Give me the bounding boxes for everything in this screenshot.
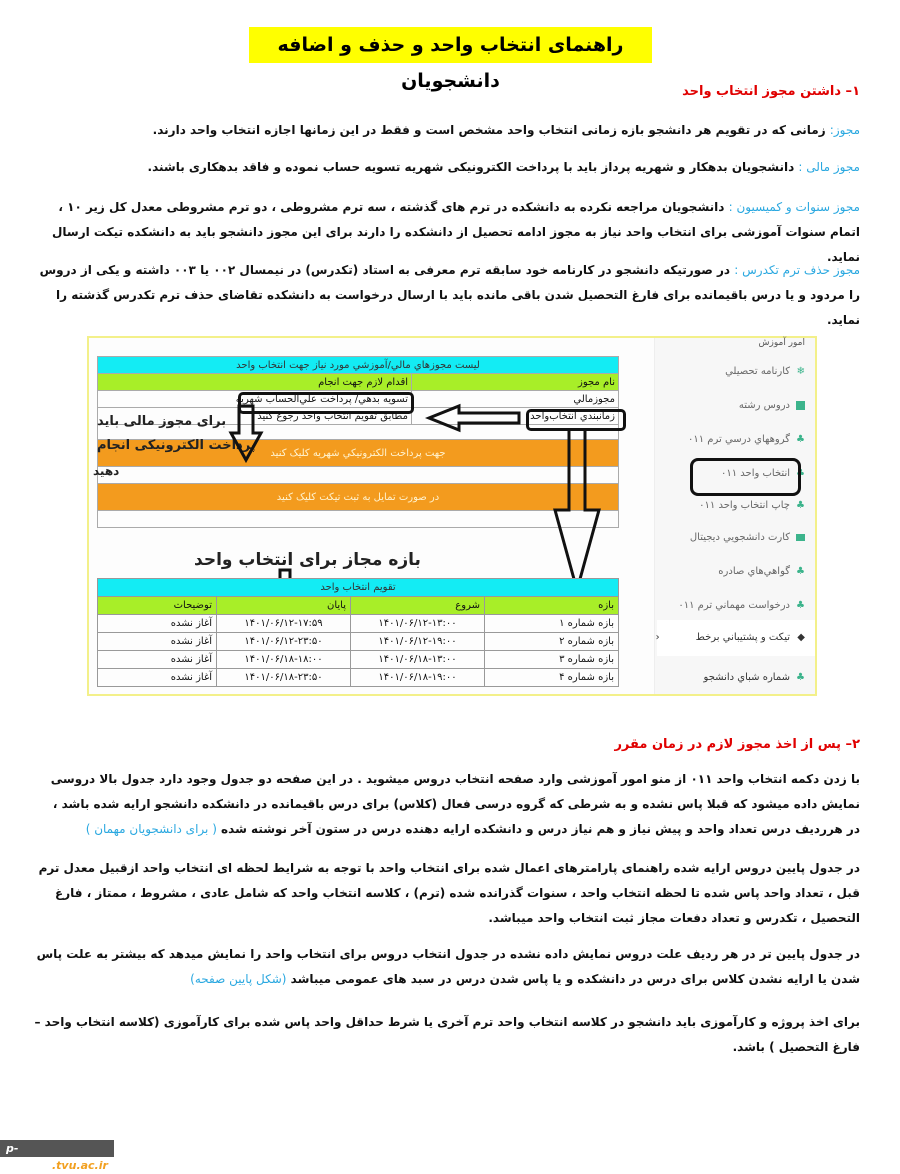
sidebar-item-label: انتخاب واحد ۰۱۱ bbox=[720, 468, 790, 479]
sidebar-item-label: چاپ انتخاب واحد ۰۱۱ bbox=[699, 500, 790, 511]
annotation-finance-line1: برای مجوز مالی باید bbox=[97, 414, 227, 429]
watermark-domain: p-shirvan bbox=[6, 1142, 52, 1172]
period-status: آغاز نشده bbox=[98, 651, 217, 669]
period-name: بازه شماره ۴ bbox=[485, 669, 619, 687]
permit-time-text: زمانی که در تقویم هر دانشجو بازه زمانی انتخاب واحد مشخص است و فقط در این زمانها اجازه انتخاب واحد دارند. bbox=[152, 123, 830, 137]
section2-paragraph-4 bbox=[34, 1010, 860, 1060]
snowflake-icon: ❄ bbox=[796, 366, 805, 377]
table-row bbox=[98, 615, 619, 633]
card-icon bbox=[796, 534, 805, 541]
period-end: ۱۴۰۱/۰۶/۱۲-۲۳:۵۰ bbox=[217, 633, 351, 651]
permit-time-paragraph bbox=[40, 118, 860, 143]
figure-reference: (شکل پایین صفحه) bbox=[190, 972, 287, 986]
calendar-table bbox=[97, 578, 619, 687]
sidebar-item-label: گواهي‌هاي صادره bbox=[718, 566, 790, 577]
arrow-left-icon bbox=[429, 406, 519, 430]
tree-icon: ♣ bbox=[796, 468, 805, 479]
period-status: آغاز نشده bbox=[98, 615, 217, 633]
highlight-box bbox=[690, 458, 801, 496]
permit-finance-text: دانشجویان بدهکار و شهریه پرداز باید با پرداخت الکترونیکی شهریه تسویه حساب نموده و فاقد بدهکاری باشند. bbox=[147, 160, 799, 174]
period-start: ۱۴۰۱/۰۶/۱۸-۱۳:۰۰ bbox=[351, 651, 485, 669]
col-header-action: اقدام لازم جهت انجام bbox=[98, 374, 412, 391]
sidebar-item-groups[interactable] bbox=[688, 434, 805, 445]
tree-icon: ♣ bbox=[796, 566, 805, 577]
col-header-permit: نام مجوز bbox=[412, 374, 619, 391]
period-end: ۱۴۰۱/۰۶/۱۸-۲۳:۵۰ bbox=[217, 669, 351, 687]
sidebar-item-guest[interactable] bbox=[678, 600, 805, 611]
col-header-start: شروع bbox=[351, 597, 485, 615]
col-header-period: بازه bbox=[485, 597, 619, 615]
sidebar-item-label: تيکت و پشتيباني برخط bbox=[695, 632, 790, 643]
period-name: بازه شماره ۳ bbox=[485, 651, 619, 669]
period-status: آغاز نشده bbox=[98, 633, 217, 651]
sidebar-item-iban[interactable] bbox=[704, 672, 805, 683]
sidebar-item-card[interactable] bbox=[690, 532, 805, 543]
sidebar-item-label: کارنامه تحصیلي bbox=[725, 366, 790, 377]
sidebar-item-transcript[interactable] bbox=[725, 366, 805, 377]
sidebar bbox=[654, 338, 815, 694]
tree-icon: ♣ bbox=[796, 434, 805, 445]
period-start: ۱۴۰۱/۰۶/۱۲-۱۳:۰۰ bbox=[351, 615, 485, 633]
pay-tuition-button[interactable]: جهت پرداخت الکترونيکي شهريه کليک کنيد bbox=[98, 440, 619, 467]
portal-screenshot bbox=[87, 336, 817, 696]
col-header-notes: توضيحات bbox=[98, 597, 217, 615]
tree-icon: ♣ bbox=[796, 600, 805, 611]
sidebar-item-label: دروس رشته bbox=[738, 400, 790, 411]
permit-action: تسويه بدهي/ پرداخت علي‌الحساب شهريه bbox=[98, 391, 412, 408]
sidebar-item-label: درخواست مهماني ترم ۰۱۱ bbox=[678, 600, 790, 611]
annotation-period: بازه مجاز برای انتخاب واحد bbox=[194, 550, 421, 570]
permit-single-course-paragraph bbox=[34, 258, 860, 333]
paragraph-text: برای اخذ پروژه و کارآموزی باید دانشجو در کلاسه انتخاب واحد ترم آخری یا شرط حداقل واحد پاس شده برای کارآموزی (کلاسه انتخاب واحد – فارغ التحصیل ) باشد. bbox=[34, 1015, 860, 1054]
permit-time-label: مجوز: bbox=[829, 123, 860, 137]
guest-students-note: ( برای دانشجویان مهمان ) bbox=[85, 822, 217, 836]
paragraph-text: در جدول پایین دروس ارایه شده راهنمای پارامترهای اعمال شده برای انتخاب واحد با توجه به شرایط لحظه ای انتخاب واحد ازقبیل معدل ترم قبل ، تعداد واحد پاس شده تا لحظه انتخاب واحد ، سنوات گذرانده شده (ترم) ، کلاسه انتخاب واحد که شامل عادی ، مشروط ، ممتاز ، فارغ التحصیل ، تکدرس و تعداد دفعات مجاز ثبت انتخاب واحد میباشد. bbox=[38, 861, 860, 925]
sidebar-item-label: کارت دانشجويي ديجيتال bbox=[689, 532, 790, 543]
table-row bbox=[98, 651, 619, 669]
tree-icon: ♣ bbox=[796, 672, 805, 683]
permit-years-text: دانشجویان مراجعه نکرده به دانشکده در ترم های گذشته ، سه ترم مشروطی ، دو ترم مشروطی معدل کل زیر ۱۰ ، اتمام سنوات آموزشی برای انتخاب واحد نیاز به مجوز ادامه تحصیل از دانشکده را دارند برای این مجوز دانشجو باید به دانشکده تیکت ارسال نماید. bbox=[52, 200, 860, 264]
permit-action: مطابق تقويم انتخاب واحد رجوع کنيد bbox=[98, 408, 412, 425]
sidebar-item-courses[interactable] bbox=[739, 400, 805, 411]
period-start: ۱۴۰۱/۰۶/۱۲-۱۹:۰۰ bbox=[351, 633, 485, 651]
sidebar-item-label: شماره شباي دانشجو bbox=[703, 672, 790, 683]
section1-heading: ۱– داشتن مجوز انتخاب واحد bbox=[682, 84, 860, 99]
annotation-finance-line3: دهید bbox=[93, 464, 120, 478]
col-header-end: پايان bbox=[217, 597, 351, 615]
period-start: ۱۴۰۱/۰۶/۱۸-۱۹:۰۰ bbox=[351, 669, 485, 687]
permit-single-course-text: در صورتیکه دانشجو در کارنامه خود سابقه ترم معرفی به استاد (تکدرس) در نیمسال ۰۰۲ یا ۰۰۳ داشته و یکی از دروس را مردود و یا درس باقیمانده برای فارغ التحصیل شدن باقی مانده باید با ارسال درخواست به دانشکده تقاضای حذف ترم تکدرس گذشته را نماید. bbox=[39, 263, 860, 327]
section2-paragraph-3 bbox=[34, 942, 860, 992]
period-name: بازه شماره ۱ bbox=[485, 615, 619, 633]
group-icon: ♣ bbox=[796, 500, 805, 511]
section2-paragraph-1 bbox=[40, 767, 860, 842]
paragraph-text: در جدول پایین تر در هر ردیف علت دروس نمایش داده نشده در جدول انتخاب دروس برای انتخاب واحد را نمایش میدهد که بیشتر به علت پاس شدن یا ارایه نشدن کلاس برای درس در دانشکده و یا پاس شدن درس در سبد های عمومی میباشد bbox=[36, 947, 860, 986]
permit-name: زمانبندي انتخاب‌واحد bbox=[412, 408, 619, 425]
sidebar-item-ticket[interactable] bbox=[656, 632, 805, 643]
section2-heading: ۲– پس از اخذ مجوز لازم در زمان مقرر bbox=[614, 737, 860, 752]
permit-finance-paragraph bbox=[40, 155, 860, 180]
annotation-finance-line2: پرداخت الکترونیکی انجام bbox=[97, 438, 256, 453]
permit-years-label: مجوز سنوات و کمیسیون : bbox=[728, 200, 860, 214]
table-row bbox=[98, 633, 619, 651]
paragraph-text: با زدن دکمه انتخاب واحد ۰۱۱ از منو امور آموزشی وارد صفحه انتخاب دروس میشوید . در این صفحه دو جدول وجود دارد جدول بالا دروسی نمایش داده میشود که قبلا پاس نشده و به شرطی که گروه درسی فعال (کلاس) برای درس باقیمانده در دانشکده دانشجو ارایه شده باشد ، در هرردیف درس تعداد واحد و پیش نیاز و هم نیاز درس و دانشکده ارایه دهنده درس در ستون آخر نوشته شده bbox=[50, 772, 860, 836]
period-end: ۱۴۰۱/۰۶/۱۲-۱۷:۵۹ bbox=[217, 615, 351, 633]
section2-paragraph-2 bbox=[34, 856, 860, 931]
period-end: ۱۴۰۱/۰۶/۱۸-۱۸:۰۰ bbox=[217, 651, 351, 669]
permit-finance-label: مجوز مالی : bbox=[798, 160, 860, 174]
permit-single-course-label: مجوز حذف ترم تکدرس : bbox=[734, 263, 860, 277]
sidebar-item-certificates[interactable] bbox=[718, 566, 805, 577]
sidebar-item-label: گروههاي درسي ترم ۰۱۱ bbox=[687, 434, 790, 445]
page-title: راهنمای انتخاب واحد و حذف و اضافه دانشجویان bbox=[249, 27, 652, 63]
table-row bbox=[98, 669, 619, 687]
sidebar-item-print[interactable] bbox=[699, 500, 805, 511]
permit-name: مجوزمالي bbox=[412, 391, 619, 408]
period-status: آغاز نشده bbox=[98, 669, 217, 687]
submit-ticket-button[interactable]: در صورت تمايل به ثبت تيکت کليک کنيد bbox=[98, 484, 619, 511]
arrow-down-icon bbox=[231, 406, 261, 460]
calendar-title: تقويم انتخاب واحد bbox=[98, 579, 619, 597]
period-name: بازه شماره ۲ bbox=[485, 633, 619, 651]
permits-table-title: ليست مجوزهاي مالي/آموزشي مورد نياز جهت انتخاب واحد bbox=[98, 357, 619, 374]
chevron-left-icon: ‹ bbox=[655, 632, 660, 643]
watermark-tld: .tvu.ac.ir bbox=[52, 1159, 108, 1172]
tag-icon: ◆ bbox=[797, 632, 805, 643]
site-watermark bbox=[0, 1140, 114, 1172]
sidebar-top-label: امور آموزش bbox=[758, 338, 805, 348]
arrow-down-large-icon bbox=[555, 430, 599, 590]
bookmark-icon bbox=[796, 401, 805, 410]
